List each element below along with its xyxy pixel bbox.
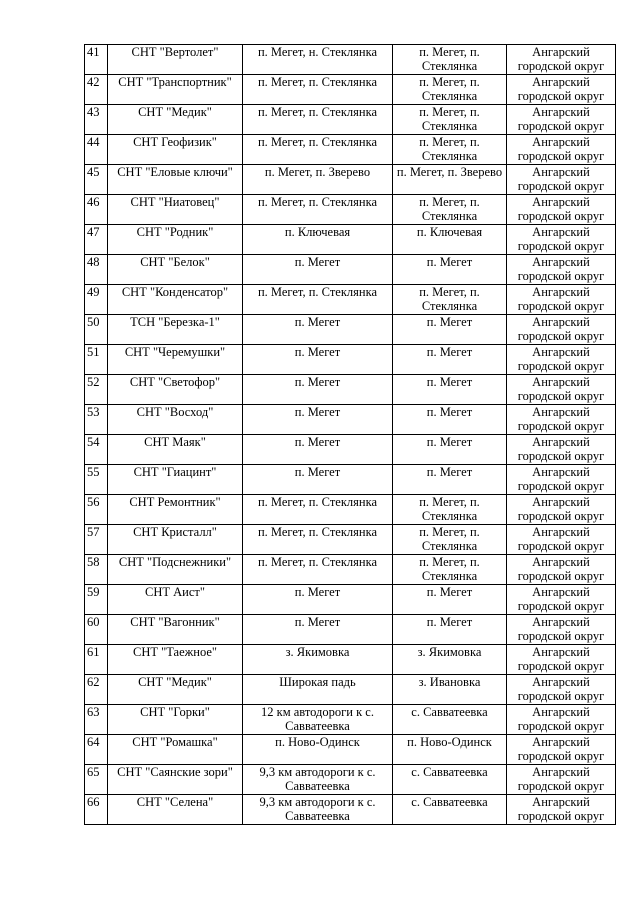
table-row xyxy=(85,255,616,285)
table-row xyxy=(85,225,616,255)
row-number-cell: 53 xyxy=(85,405,108,435)
row-number-cell: 64 xyxy=(85,735,108,765)
location-cell: п. Мегет xyxy=(243,315,393,345)
settlement-cell: п. Ключевая xyxy=(393,225,507,255)
settlement-cell: п. Мегет xyxy=(393,255,507,285)
district-cell: Ангарский городской округ xyxy=(507,105,616,135)
location-cell: 9,3 км автодороги к с. Савватеевка xyxy=(243,795,393,825)
row-number-cell: 62 xyxy=(85,675,108,705)
row-number-cell: 52 xyxy=(85,375,108,405)
row-number-cell: 51 xyxy=(85,345,108,375)
location-cell: з. Якимовка xyxy=(243,645,393,675)
settlement-cell: п. Мегет xyxy=(393,405,507,435)
location-cell: п. Мегет, н. Стеклянка xyxy=(243,45,393,75)
organization-name-cell: СНТ Ремонтник" xyxy=(108,495,243,525)
table-row xyxy=(85,705,616,735)
table-row xyxy=(85,555,616,585)
settlement-cell: с. Савватеевка xyxy=(393,765,507,795)
location-cell: п. Мегет xyxy=(243,465,393,495)
organization-name-cell: СНТ "Ромашка" xyxy=(108,735,243,765)
table-row xyxy=(85,525,616,555)
location-cell: п. Мегет xyxy=(243,255,393,285)
settlement-cell: п. Мегет, п. Стеклянка xyxy=(393,45,507,75)
row-number-cell: 63 xyxy=(85,705,108,735)
location-cell: п. Мегет xyxy=(243,345,393,375)
district-cell: Ангарский городской округ xyxy=(507,555,616,585)
organization-name-cell: СНТ "Родник" xyxy=(108,225,243,255)
organization-name-cell: СНТ Аист" xyxy=(108,585,243,615)
location-cell: п. Мегет xyxy=(243,435,393,465)
row-number-cell: 66 xyxy=(85,795,108,825)
organization-name-cell: СНТ "Саянские зори" xyxy=(108,765,243,795)
row-number-cell: 58 xyxy=(85,555,108,585)
organization-name-cell: СНТ "Горки" xyxy=(108,705,243,735)
district-cell: Ангарский городской округ xyxy=(507,645,616,675)
table-row xyxy=(85,465,616,495)
settlement-cell: з. Якимовка xyxy=(393,645,507,675)
location-cell: п. Мегет, п. Стеклянка xyxy=(243,495,393,525)
table-row xyxy=(85,75,616,105)
organization-name-cell: СНТ "Черемушки" xyxy=(108,345,243,375)
settlement-cell: п. Мегет, п. Зверево xyxy=(393,165,507,195)
row-number-cell: 45 xyxy=(85,165,108,195)
row-number-cell: 43 xyxy=(85,105,108,135)
table-row xyxy=(85,795,616,825)
table-row xyxy=(85,435,616,465)
table-row xyxy=(85,585,616,615)
settlement-cell: п. Мегет xyxy=(393,615,507,645)
settlement-cell: п. Мегет, п. Стеклянка xyxy=(393,135,507,165)
settlement-cell: п. Мегет xyxy=(393,585,507,615)
table-row xyxy=(85,765,616,795)
organization-name-cell: СНТ "Белок" xyxy=(108,255,243,285)
settlement-cell: п. Мегет, п. Стеклянка xyxy=(393,195,507,225)
organization-name-cell: СНТ "Вертолет" xyxy=(108,45,243,75)
table-row xyxy=(85,135,616,165)
settlement-cell: п. Ново-Одинск xyxy=(393,735,507,765)
settlement-cell: п. Мегет, п. Стеклянка xyxy=(393,75,507,105)
organization-name-cell: СНТ "Медик" xyxy=(108,675,243,705)
district-cell: Ангарский городской округ xyxy=(507,795,616,825)
district-cell: Ангарский городской округ xyxy=(507,75,616,105)
table-row xyxy=(85,675,616,705)
table-body xyxy=(85,45,616,825)
location-cell: п. Мегет, п. Зверево xyxy=(243,165,393,195)
organization-name-cell: СНТ Геофизик" xyxy=(108,135,243,165)
organization-name-cell: СНТ "Селена" xyxy=(108,795,243,825)
settlement-cell: п. Мегет xyxy=(393,435,507,465)
organization-name-cell: СНТ "Конденсатор" xyxy=(108,285,243,315)
district-cell: Ангарский городской округ xyxy=(507,765,616,795)
table-row xyxy=(85,735,616,765)
row-number-cell: 56 xyxy=(85,495,108,525)
organization-name-cell: СНТ "Ниатовец" xyxy=(108,195,243,225)
row-number-cell: 55 xyxy=(85,465,108,495)
location-cell: п. Мегет xyxy=(243,375,393,405)
location-cell: 12 км автодороги к с. Савватеевка xyxy=(243,705,393,735)
row-number-cell: 59 xyxy=(85,585,108,615)
district-cell: Ангарский городской округ xyxy=(507,705,616,735)
location-cell: п. Мегет, п. Стеклянка xyxy=(243,525,393,555)
table-row xyxy=(85,315,616,345)
settlement-cell: п. Мегет xyxy=(393,315,507,345)
settlement-cell: п. Мегет, п. Стеклянка xyxy=(393,555,507,585)
district-cell: Ангарский городской округ xyxy=(507,465,616,495)
district-cell: Ангарский городской округ xyxy=(507,735,616,765)
row-number-cell: 48 xyxy=(85,255,108,285)
location-cell: 9,3 км автодороги к с. Савватеевка xyxy=(243,765,393,795)
location-cell: п. Мегет, п. Стеклянка xyxy=(243,135,393,165)
district-cell: Ангарский городской округ xyxy=(507,675,616,705)
organization-name-cell: ТСН "Березка-1" xyxy=(108,315,243,345)
table-row xyxy=(85,285,616,315)
row-number-cell: 41 xyxy=(85,45,108,75)
district-cell: Ангарский городской округ xyxy=(507,45,616,75)
settlement-cell: п. Мегет xyxy=(393,465,507,495)
organization-name-cell: СНТ "Гиацинт" xyxy=(108,465,243,495)
district-cell: Ангарский городской округ xyxy=(507,375,616,405)
location-cell: п. Ключевая xyxy=(243,225,393,255)
table-row xyxy=(85,165,616,195)
organization-name-cell: СНТ "Транспортник" xyxy=(108,75,243,105)
settlement-cell: п. Мегет, п. Стеклянка xyxy=(393,105,507,135)
row-number-cell: 50 xyxy=(85,315,108,345)
location-cell: п. Мегет, п. Стеклянка xyxy=(243,195,393,225)
location-cell: п. Ново-Одинск xyxy=(243,735,393,765)
district-cell: Ангарский городской округ xyxy=(507,525,616,555)
settlement-cell: п. Мегет, п. Стеклянка xyxy=(393,495,507,525)
row-number-cell: 65 xyxy=(85,765,108,795)
table-row xyxy=(85,615,616,645)
district-cell: Ангарский городской округ xyxy=(507,615,616,645)
district-cell: Ангарский городской округ xyxy=(507,435,616,465)
table-row xyxy=(85,195,616,225)
settlement-cell: с. Савватеевка xyxy=(393,705,507,735)
location-cell: п. Мегет, п. Стеклянка xyxy=(243,555,393,585)
organization-name-cell: СНТ "Еловые ключи" xyxy=(108,165,243,195)
district-cell: Ангарский городской округ xyxy=(507,345,616,375)
settlement-cell: с. Савватеевка xyxy=(393,795,507,825)
district-cell: Ангарский городской округ xyxy=(507,585,616,615)
district-cell: Ангарский городской округ xyxy=(507,285,616,315)
district-cell: Ангарский городской округ xyxy=(507,405,616,435)
organizations-table xyxy=(84,44,616,825)
location-cell: Широкая падь xyxy=(243,675,393,705)
settlement-cell: п. Мегет, п. Стеклянка xyxy=(393,525,507,555)
settlement-cell: п. Мегет xyxy=(393,375,507,405)
organization-name-cell: СНТ Кристалл" xyxy=(108,525,243,555)
organization-name-cell: СНТ "Вагонник" xyxy=(108,615,243,645)
district-cell: Ангарский городской округ xyxy=(507,495,616,525)
location-cell: п. Мегет, п. Стеклянка xyxy=(243,75,393,105)
district-cell: Ангарский городской округ xyxy=(507,315,616,345)
row-number-cell: 44 xyxy=(85,135,108,165)
settlement-cell: п. Мегет xyxy=(393,345,507,375)
table-row xyxy=(85,105,616,135)
settlement-cell: з. Ивановка xyxy=(393,675,507,705)
organization-name-cell: СНТ "Светофор" xyxy=(108,375,243,405)
row-number-cell: 57 xyxy=(85,525,108,555)
row-number-cell: 60 xyxy=(85,615,108,645)
location-cell: п. Мегет, п. Стеклянка xyxy=(243,285,393,315)
row-number-cell: 46 xyxy=(85,195,108,225)
organization-name-cell: СНТ "Восход" xyxy=(108,405,243,435)
organization-name-cell: СНТ "Подснежники" xyxy=(108,555,243,585)
district-cell: Ангарский городской округ xyxy=(507,255,616,285)
organization-name-cell: СНТ "Медик" xyxy=(108,105,243,135)
row-number-cell: 49 xyxy=(85,285,108,315)
location-cell: п. Мегет xyxy=(243,615,393,645)
row-number-cell: 47 xyxy=(85,225,108,255)
district-cell: Ангарский городской округ xyxy=(507,225,616,255)
organization-name-cell: СНТ Маяк" xyxy=(108,435,243,465)
row-number-cell: 54 xyxy=(85,435,108,465)
row-number-cell: 42 xyxy=(85,75,108,105)
table-row xyxy=(85,405,616,435)
organization-name-cell: СНТ "Таежное" xyxy=(108,645,243,675)
table-row xyxy=(85,345,616,375)
table-row xyxy=(85,45,616,75)
location-cell: п. Мегет xyxy=(243,405,393,435)
row-number-cell: 61 xyxy=(85,645,108,675)
district-cell: Ангарский городской округ xyxy=(507,195,616,225)
district-cell: Ангарский городской округ xyxy=(507,165,616,195)
table-row xyxy=(85,645,616,675)
settlement-cell: п. Мегет, п. Стеклянка xyxy=(393,285,507,315)
location-cell: п. Мегет xyxy=(243,585,393,615)
location-cell: п. Мегет, п. Стеклянка xyxy=(243,105,393,135)
district-cell: Ангарский городской округ xyxy=(507,135,616,165)
table-row xyxy=(85,375,616,405)
table-row xyxy=(85,495,616,525)
